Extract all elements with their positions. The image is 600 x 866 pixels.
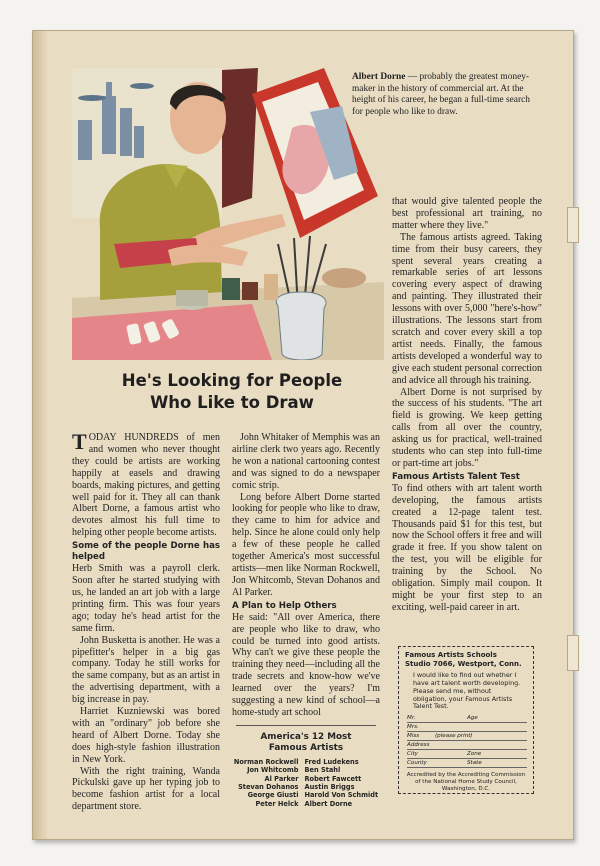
paragraph: of men and women who never thought they could be artists are working happily at easels and drawing boards, making pictures, and getting well paid for it. They all can thank Albert Dorne, a famous artist who devotes almost his full time to helping other people become artists. xyxy=(72,432,220,539)
paragraph: Herb Smith was a payroll clerk. Soon after he started studying with us, he landed an art job with a large printing firm. This was four years ago; today he's head artist for the same firm. xyxy=(72,563,220,634)
field-label: County xyxy=(407,760,427,767)
staple-tab xyxy=(567,207,579,243)
field-label: City xyxy=(407,751,418,758)
artist-name: Jon Whitcomb xyxy=(247,766,299,775)
staple-tab xyxy=(567,635,579,671)
artist-name: Norman Rockwell xyxy=(233,757,299,766)
city-field[interactable] xyxy=(407,750,527,759)
drop-cap: T xyxy=(72,429,87,454)
artist-illustration xyxy=(72,68,384,360)
paragraph: To find others with art talent worth developing, the famous artists created a 12-page talent test. Thousands paid $1 for this test, but now the School offers it free and will grade it free. If you show talent on the test, you will be eligible for training by the School. No obligation. Simply mail coupon. It might be your first step to an exciting, well-paid career in art. xyxy=(392,482,542,613)
field-label: Mr. xyxy=(407,715,416,722)
paragraph: The famous artists agreed. Taking time from their busy careers, they spent several years creating a remarkable series of art lessons covering every aspect of drawing and painting. They illustrated their lessons with over 5,000 "here's-how" illustrations. The lessons start from scratch and cover every skill a top artist needs. Finally, the famous artists developed a wonderful way to give each student personal correction and advice all through his training. xyxy=(392,231,542,386)
paragraph: that would give talented people the best professional art training, no matter where they live." xyxy=(392,196,542,231)
headline-line-2: Who Like to Draw xyxy=(150,393,314,412)
field-label: Address xyxy=(407,742,430,749)
caption-text: — probably the greatest money-maker in the history of commercial art. At the height of his career, he began a full-time search for people who like to draw. xyxy=(352,72,530,117)
artist-name: Fred Ludekens xyxy=(304,757,359,766)
paragraph: He said: "All over America, there are people who like to draw, who could be turned into good artists. Why can't we give these people the training they need—including all the trade secrets and know-how we've learned over the years? I'm suggesting a new kind of school—a home-study art school xyxy=(232,611,380,718)
paragraph: Albert Dorne is not surprised by the success of his students. "The art field is growing. We keep getting calls from all over the country, asking us for practical, well-trained students who can step into full-time or part-time art jobs." xyxy=(392,386,542,469)
article-column-3 xyxy=(392,196,542,614)
name-field-mrs[interactable] xyxy=(407,723,527,732)
artists-list xyxy=(232,758,380,808)
article-column-1 xyxy=(72,429,220,813)
artist-name: Albert Dorne xyxy=(304,799,353,808)
caption-name: Albert Dorne xyxy=(352,72,406,82)
mail-coupon[interactable] xyxy=(398,646,534,794)
artist-name: Stevan Dohanos xyxy=(238,783,299,792)
divider xyxy=(236,725,376,726)
paragraph: Harriet Kuzniewski was bored with an "ordinary" job before she heard of Albert Dorne. Today she does high-style fashion illustration in New York. xyxy=(72,706,220,765)
headline xyxy=(72,370,392,414)
artist-name: Robert Fawcett xyxy=(304,774,362,783)
artist-name: Harold Von Schmidt xyxy=(304,791,379,800)
name-field-miss[interactable] xyxy=(407,732,527,741)
subheading: Famous Artists Talent Test xyxy=(392,471,520,482)
field-label: Zone xyxy=(467,751,482,758)
coupon-school-name: Famous Artists Schools xyxy=(405,651,497,659)
subheading: Some of the people Dorne has helped xyxy=(72,541,220,563)
artist-name: George Giusti xyxy=(247,791,299,800)
artist-name: Ben Stahl xyxy=(304,766,341,775)
field-label: Miss xyxy=(407,733,420,740)
field-label: Mrs. xyxy=(407,724,419,731)
paragraph: Long before Albert Dorne started looking for people who like to draw, they came to him for advice and help. Since he alone could only help a few of these people he called together America's most successful artists—men like Norman Rockwell, Jon Whitcomb, Stevan Dohanos and Al Parker. xyxy=(232,491,380,598)
artists-box-title xyxy=(232,732,380,754)
accreditation-note: Accredited by the Accrediting Commission of the National Home Study Council, Washington, D.C. xyxy=(406,772,526,792)
address-field[interactable] xyxy=(407,741,527,750)
artist-name: Peter Helck xyxy=(255,799,299,808)
artists-title-line: America's 12 Most xyxy=(260,731,352,742)
name-field[interactable] xyxy=(407,714,527,723)
field-label: Age xyxy=(467,715,478,722)
coupon-body: I would like to find out whether I have art talent worth developing. Please send me, without obligation, your Famous Artists Talent Test. xyxy=(413,671,521,711)
field-label: State xyxy=(467,760,482,767)
field-label: (please print) xyxy=(435,733,473,740)
coupon-address: Studio 7066, Westport, Conn. xyxy=(405,659,522,668)
artists-title-line: Famous Artists xyxy=(268,742,344,753)
artist-name: Al Parker xyxy=(264,774,299,783)
paragraph: With the right training, Wanda Pickulski gave up her typing job to become fashion artist for a local department store. xyxy=(72,765,220,813)
paragraph: John Whitaker of Memphis was an airline clerk two years ago. Recently he won a national cartooning contest and was signed to do a newspaper comic strip. xyxy=(232,432,380,491)
county-field[interactable] xyxy=(407,759,527,768)
illustration-caption xyxy=(352,72,530,118)
subheading: A Plan to Help Others xyxy=(232,600,337,611)
artist-name: Austin Briggs xyxy=(304,783,355,792)
paragraph: John Busketta is another. He was a pipefitter's helper in a big gas company. Today he still works for the same company, but as an artist in the advertising department, with a big increase in pay. xyxy=(72,634,220,706)
headline-line-1: He's Looking for People xyxy=(121,371,343,390)
lead-caps: ODAY HUNDREDS xyxy=(88,432,179,443)
article-column-2 xyxy=(232,432,380,808)
